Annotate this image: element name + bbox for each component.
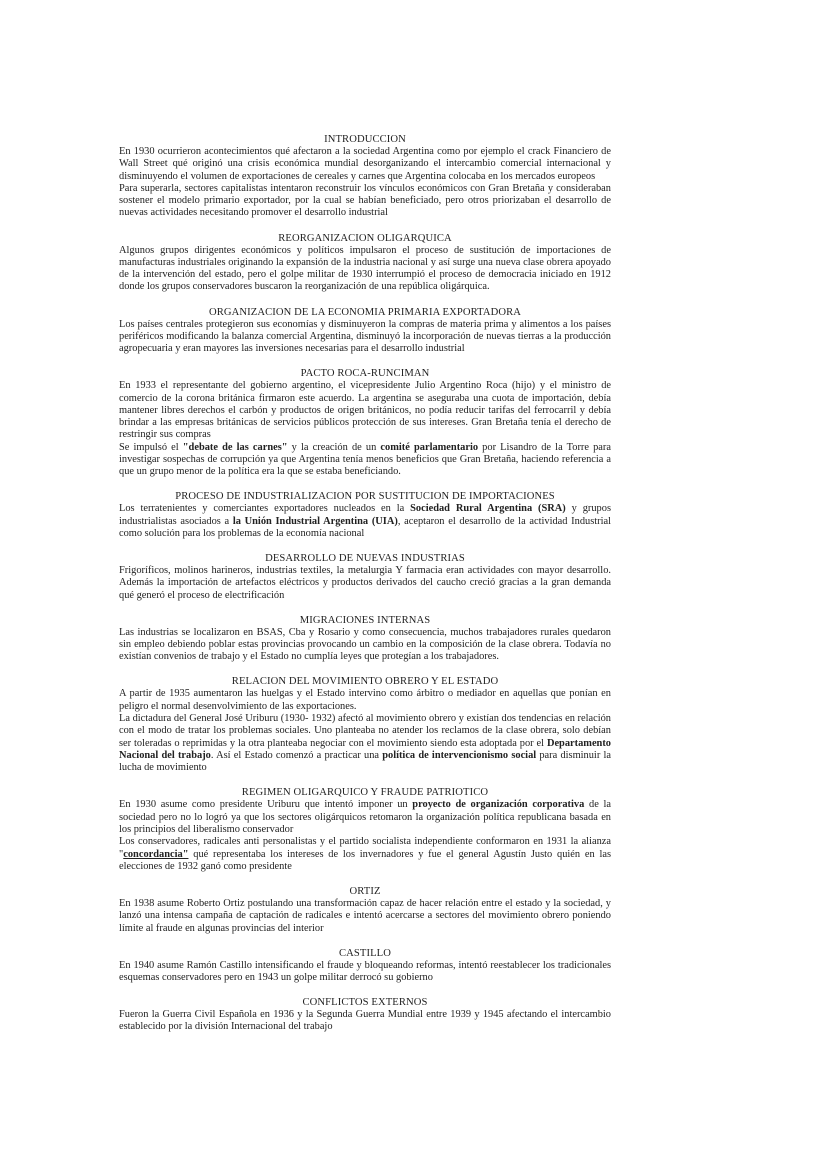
text-run: y grupos industrialistas asociados a [119, 503, 611, 527]
section-castillo [119, 947, 611, 985]
section-heading: MIGRACIONES INTERNAS [299, 614, 431, 626]
text-run: En 1930 ocurrieron acontecimientos qué afectaron a la sociedad Argentina como por ejemplo el crack Financiero de Wall Street qué originó una crisis económica mundial desorganizando el intercambio comercial internacional y disminuyendo el volumen de exportaciones de cereales y carnes que Argentina colocaba en los mercados europeos [119, 146, 611, 182]
section-heading: RELACION DEL MOVIMIENTO OBRERO Y EL ESTADO [231, 676, 499, 688]
bold-text: comité parlamentario [380, 441, 479, 453]
bold-text: política de intervencionismo social [382, 749, 537, 761]
section-desarrollo-de-nuevas-industrias [119, 552, 611, 602]
paragraph [119, 183, 611, 220]
text-run: Algunos grupos dirigentes económicos y políticos impulsaron el proceso de sustitución de importaciones de manufacturas industriales originando la expansión de la industria nacional y así surge una nueva clase obrera apoyado de la intervención del estado, pero el golpe militar de 1930 interrumpió el proceso de democracia iniciado en 1912 donde los grupos conservadores buscaron la reorganización de una república oligárquica. [119, 244, 611, 293]
paragraph [119, 713, 611, 774]
paragraph [119, 146, 611, 183]
section-heading: REORGANIZACION OLIGARQUICA [278, 232, 452, 244]
text-run: Los terratenientes y comerciantes exportadores nucleados en la [119, 503, 411, 515]
bold-text: proyecto de organización corporativa [412, 799, 585, 811]
text-run: En 1933 el representante del gobierno argentino, el vicepresidente Julio Argentino Roca (hijo) y el ministro de comercio de la corona británica firmaron este acuerdo. La argentina se aseguraba una cuota de importación, debía mantener libres derechos el carbón y productos de origen británicos, no podía reducir tarifas del ferrocarril y debía brindar a las empresas británicas de servicios públicos protección de sus intereses. Gran Bretaña tenía el derecho de restringir sus compras [119, 380, 611, 441]
text-run: qué representaba los intereses de los invernadores y fue el general Agustín Justo quién en las elecciones de 1932 ganó como presidente [119, 848, 611, 872]
text-run: Los conservadores, radicales anti personalistas y el partido socialista independiente conformaron en 1931 la alianza " [119, 836, 611, 860]
text-run: para disminuir la lucha de movimiento [119, 749, 611, 774]
paragraph [119, 799, 611, 836]
bold-text: "debate de las carnes" [182, 441, 288, 453]
section-migraciones-internas [119, 614, 611, 664]
section-conflictos-externos [119, 996, 611, 1034]
section-heading: PACTO ROCA-RUNCIMAN [300, 368, 430, 380]
text-run: Fueron la Guerra Civil Española en 1936 y la Segunda Guerra Mundial entre 1939 y 1945 afectando el intercambio establecido por la división Internacional del trabajo [119, 1009, 611, 1033]
document-page [119, 133, 611, 1045]
text-run: Se impulsó el [119, 441, 183, 453]
paragraph [119, 319, 611, 356]
paragraph [119, 960, 611, 985]
section-relacion-del-movimiento-obrero-y-el-estado [119, 675, 611, 774]
text-run: La dictadura del General José Uriburu (1930- 1932) afectó al movimiento obrero y existían dos tendencias en relación con el modo de tratar los problemas sociales. Uno planteaba no atender los reclamos de la clase obrera, solo debían ser toleradas o reprimidas y la otra planteaba negociar con el movimiento siendo esta adoptada por el [119, 713, 611, 749]
section-reorganizacion-oligarquica [119, 232, 611, 294]
bold-text: Sociedad Rural Argentina (SRA) [410, 503, 566, 515]
section-proceso-de-industrializacion-por-sustitucion-de-importaciones [119, 490, 611, 540]
text-run: Frigoríficos, molinos harineros, industrias textiles, la metalurgia Y farmacia eran actividades con mayor desarrollo. Además la importación de artefactos eléctricos y productos derivados del caucho creció gracias a la gran demanda qué generó el proceso de electrificación [119, 565, 611, 601]
paragraph [119, 503, 611, 540]
section-regimen-oligarquico-y-fraude-patriotico [119, 786, 611, 873]
paragraph [119, 565, 611, 602]
paragraph [119, 627, 611, 664]
section-ortiz [119, 885, 611, 935]
paragraph [119, 442, 611, 479]
text-run: Los países centrales protegieron sus economías y disminuyeron la compras de materia prima y alimentos a los países periféricos modificando la balanza comercial Argentina, disminuyó la incorporación de nuevas tierras a la producción agropecuaria y eran mayores las inversiones necesarias para el desarrollo industrial [119, 318, 611, 355]
text-run: En 1930 asume como presidente Uriburu que intentó imponer un [119, 799, 413, 811]
section-heading: CONFLICTOS EXTERNOS [302, 997, 428, 1009]
paragraph [119, 380, 611, 441]
paragraph [119, 245, 611, 294]
paragraph [119, 898, 611, 935]
text-run: Las industrias se localizaron en BSAS, Cba y Rosario y como consecuencia, muchos trabajadores rurales quedaron sin empleo debiendo poblar estas provincias provocando un cambio en la composición de la clase obrera. Todavía no existían convenios de trabajo y el Estado no cumplía leyes que protegían a los trabajadores. [119, 626, 611, 663]
text-run: y la creación de un [287, 441, 381, 453]
paragraph [119, 836, 611, 873]
section-heading: REGIMEN OLIGARQUICO Y FRAUDE PATRIOTICO [241, 787, 489, 799]
section-heading: PROCESO DE INDUSTRIALIZACION POR SUSTITUCION DE IMPORTACIONES [175, 491, 555, 503]
text-run: , aceptaron el desarrollo de la actividad Industrial como solución para los problemas de la economía nacional [119, 515, 611, 540]
text-run: En 1940 asume Ramón Castillo intensificando el fraude y bloqueando reformas, intentó reestablecer los tradicionales esquemas conservadores pero en 1943 un golpe militar derrocó su gobierno [119, 959, 611, 983]
bold-text: Departamento Nacional del trabajo [119, 737, 611, 761]
section-heading: CASTILLO [339, 947, 391, 959]
paragraph [119, 688, 611, 713]
section-heading: INTRODUCCION [324, 134, 406, 145]
bold-text: la Unión Industrial Argentina (UIA) [232, 515, 398, 527]
section-heading: DESARROLLO DE NUEVAS INDUSTRIAS [265, 553, 465, 565]
text-run: En 1938 asume Roberto Ortiz postulando una transformación capaz de hacer relación entre el estado y la sociedad, y lanzó una intensa campaña de captación de radicales e intentó acercarse a sectores del movimiento obrero poniendo límite al fraude en algunas provincias del interior [119, 897, 611, 934]
section-pacto-roca-runciman [119, 367, 611, 478]
section-heading: ORTIZ [349, 885, 381, 897]
text-run: de la sociedad pero no lo logró ya que los sectores oligárquicos retomaron la organización política republicana basada en los principios del liberalismo conservador [119, 799, 611, 835]
text-run: . Así el Estado comenzó a practicar una [210, 749, 383, 761]
text-run: A partir de 1935 aumentaron las huelgas y el Estado intervino como árbitro o mediador en aquellas que ponían en peligro el normal desenvolvimiento de las exportaciones. [119, 688, 611, 712]
text-run: por Lisandro de la Torre para investigar sospechas de corrupción ya que Argentina tenía menos beneficios que Gran Bretaña, haciendo referencia a que un grupo menor de la política era la que se estaba beneficiando. [119, 441, 611, 478]
section-organizacion-de-la-economia-primaria-exportadora [119, 306, 611, 356]
section-introduccion [119, 133, 611, 220]
paragraph [119, 1009, 611, 1034]
text-run: Para superarla, sectores capitalistas intentaron reconstruir los vínculos económicos con Gran Bretaña y consideraban sostener el modelo primario exportador, por la cual se habían beneficiado, pero otros priorizaban el desarrollo de nuevas actividades necesitando promover el desarrollo industrial [119, 182, 611, 219]
bold-text: concordancia" [123, 848, 189, 860]
section-heading: ORGANIZACION DE LA ECONOMIA PRIMARIA EXPORTADORA [208, 306, 521, 318]
